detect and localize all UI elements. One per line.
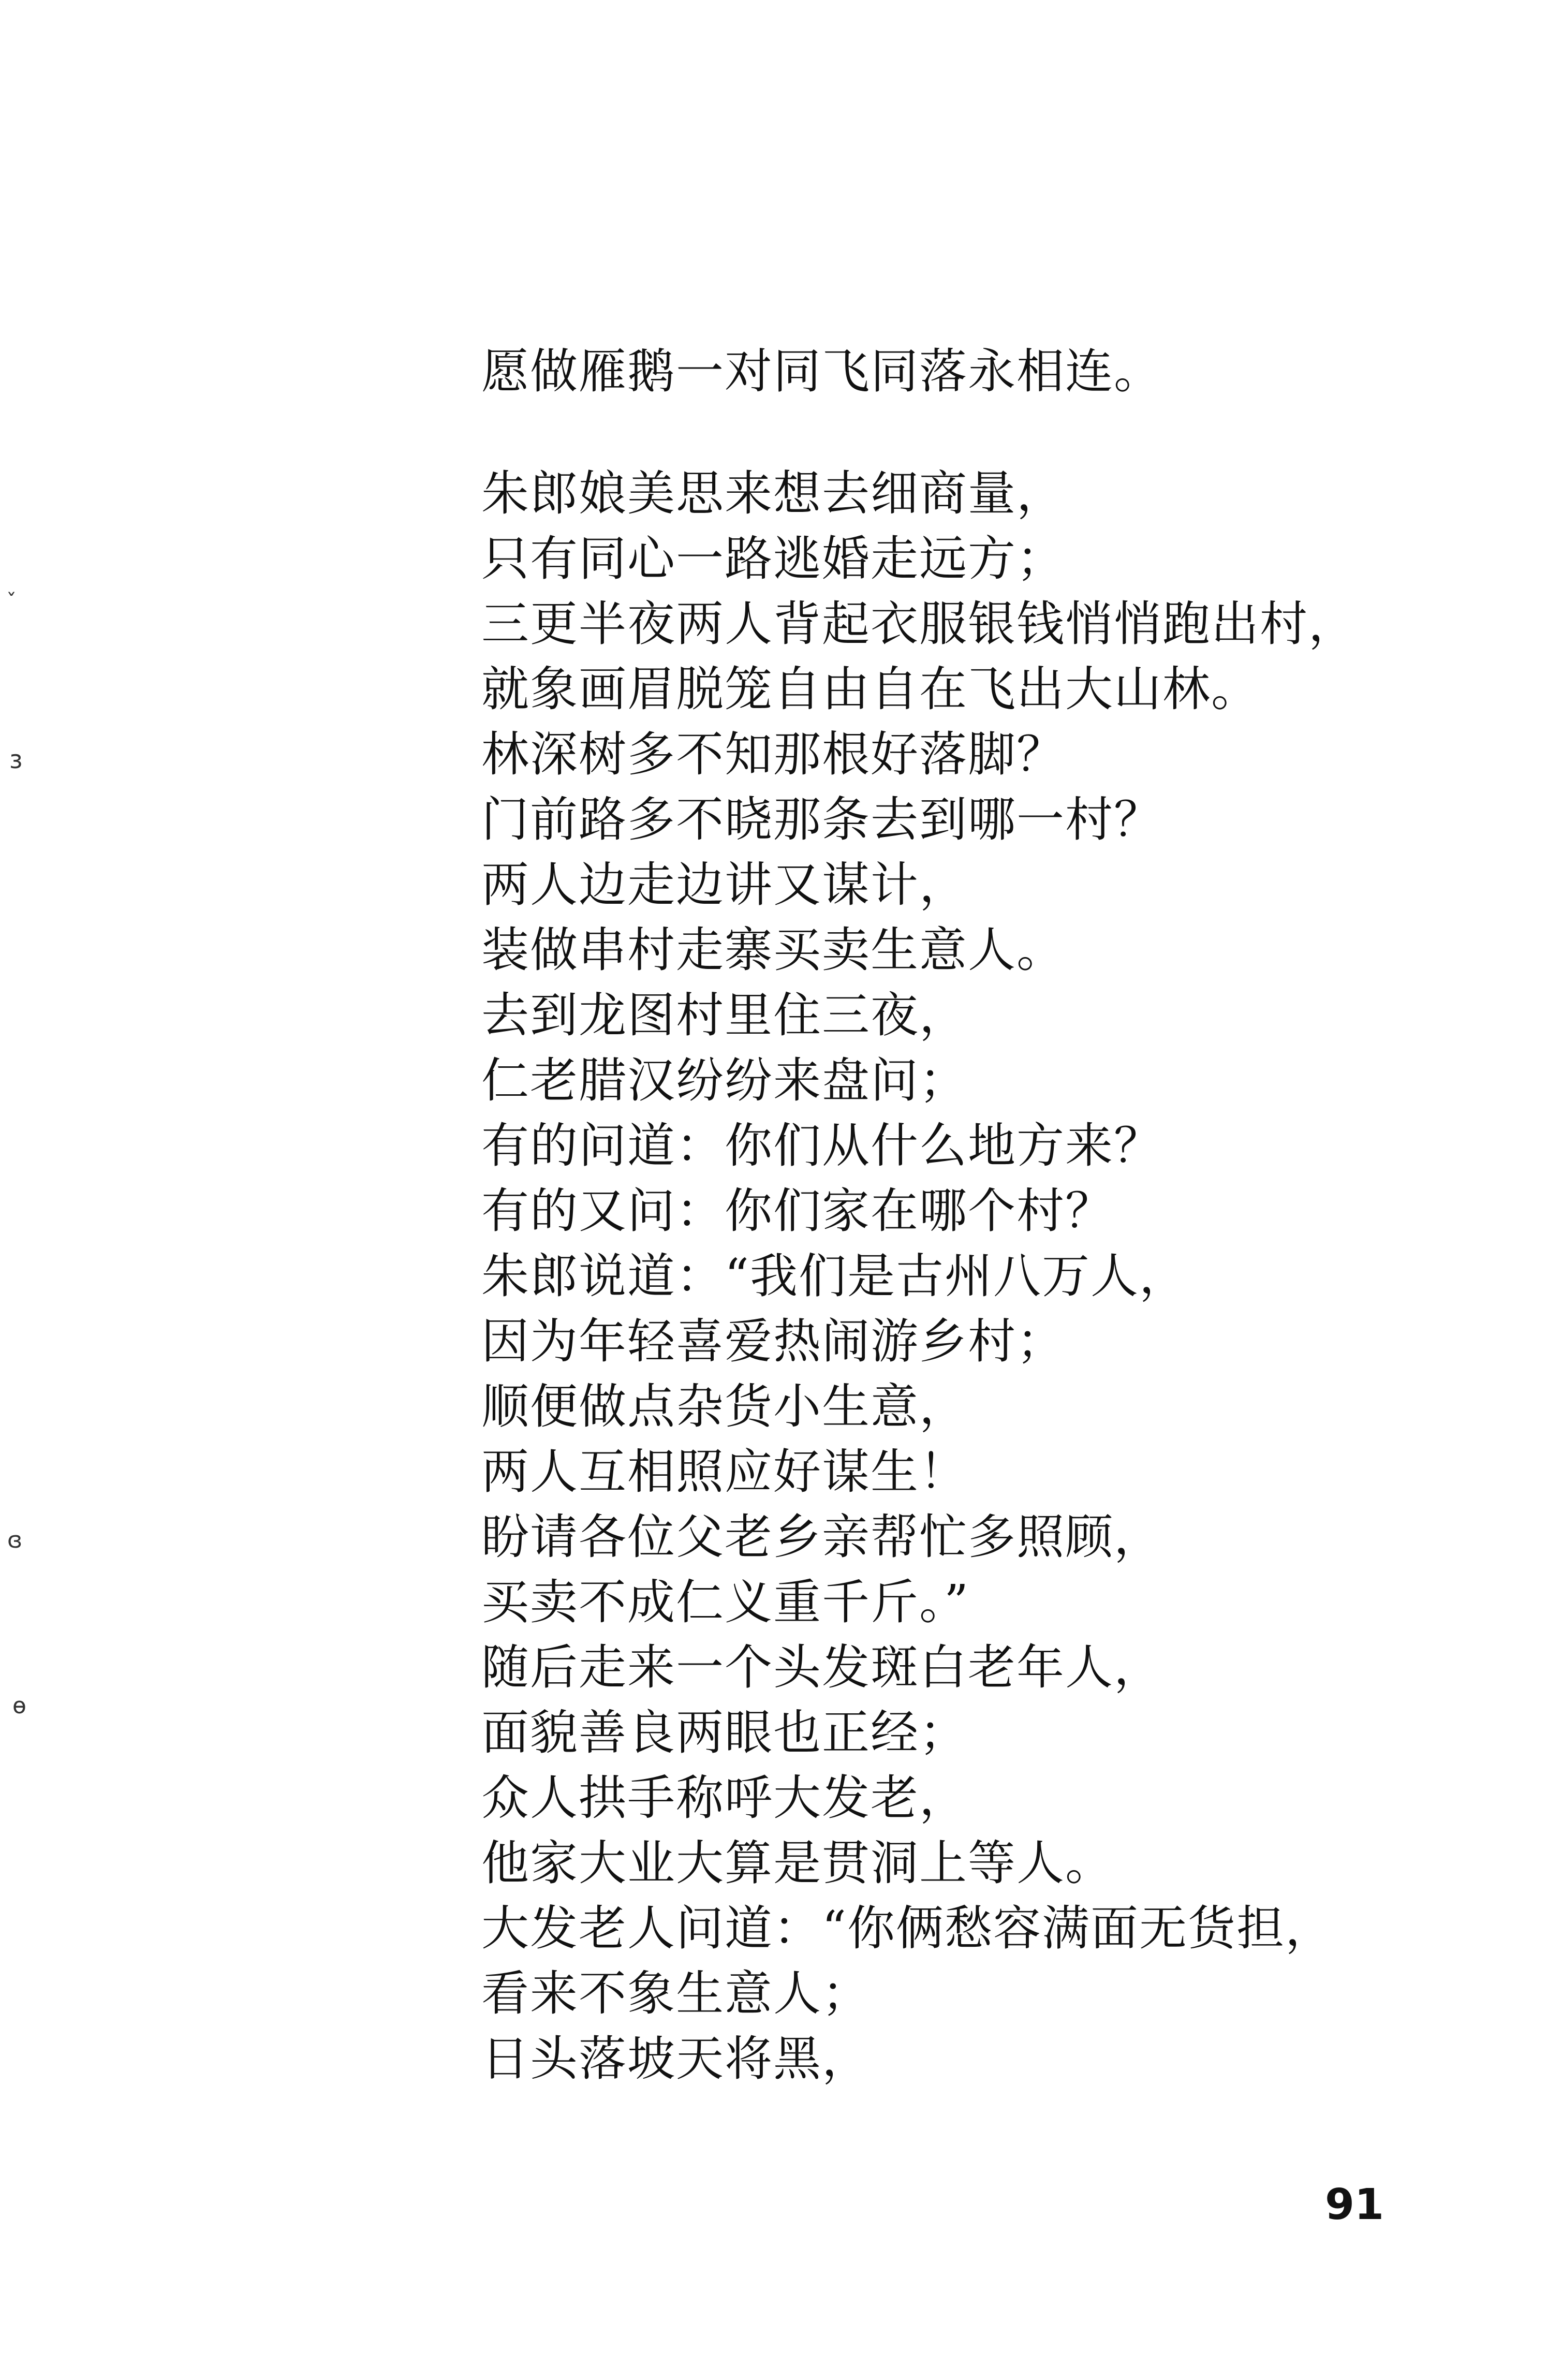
poem-line: 大发老人问道：“你俩愁容满面无货担， bbox=[481, 1901, 1334, 1956]
poem-line: 面貌善良两眼也正经； bbox=[481, 1705, 968, 1760]
scan-speck: ɵ bbox=[12, 1693, 26, 1719]
page-number: 91 bbox=[1325, 2180, 1384, 2229]
scan-speck: ɞ bbox=[7, 1527, 23, 1553]
scan-speck: ˇ bbox=[6, 590, 17, 614]
poem-line: 愿做雁鹅一对同飞同落永相连。 bbox=[481, 344, 1163, 399]
poem-line: 有的又问：你们家在哪个村？ bbox=[481, 1183, 1114, 1239]
poem-line: 顺便做点杂货小生意， bbox=[481, 1379, 968, 1434]
poem-line: 随后走来一个头发斑白老年人， bbox=[481, 1640, 1163, 1695]
poem-line: 两人互相照应好谋生！ bbox=[481, 1444, 968, 1500]
poem-line: 朱郎说道：“我们是古州八万人， bbox=[481, 1248, 1188, 1304]
poem-line: 林深树多不知那根好落脚？ bbox=[481, 727, 1066, 782]
poem-line: 买卖不成仁义重千斤。” bbox=[481, 1575, 970, 1630]
poem-line: 两人边走边讲又谋计， bbox=[481, 857, 968, 913]
poem-line: 装做串村走寨买卖生意人。 bbox=[481, 922, 1066, 978]
poem-line: 去到龙图村里住三夜， bbox=[481, 988, 968, 1043]
poem-line: 有的问道：你们从什么地方来？ bbox=[481, 1118, 1163, 1173]
poem-line: 他家大业大算是贯洞上等人。 bbox=[481, 1835, 1114, 1891]
poem-line: 仁老腊汉纷纷来盘问； bbox=[481, 1053, 968, 1108]
poem-line: 朱郎娘美思来想去细商量， bbox=[481, 466, 1066, 521]
poem-text bbox=[481, 339, 1465, 2092]
poem-line: 因为年轻喜爱热闹游乡村； bbox=[481, 1314, 1066, 1369]
poem-line: 看来不象生意人； bbox=[481, 1966, 871, 2021]
poem-line: 日头落坡天将黑， bbox=[481, 2031, 871, 2087]
scan-speck: ɜ bbox=[9, 745, 23, 774]
poem-line: 三更半夜两人背起衣服银钱悄悄跑出村， bbox=[481, 596, 1358, 652]
poem-line: 就象画眉脱笼自由自在飞出大山林。 bbox=[481, 662, 1260, 717]
poem-line: 只有同心一路逃婚走远方； bbox=[481, 531, 1066, 586]
poem-line: 众人拱手称呼大发老， bbox=[481, 1770, 968, 1826]
poem-line: 门前路多不晓那条去到哪一村？ bbox=[481, 792, 1163, 847]
stanza-gap bbox=[481, 404, 1465, 461]
poem-line: 盼请各位父老乡亲帮忙多照顾， bbox=[481, 1509, 1163, 1565]
